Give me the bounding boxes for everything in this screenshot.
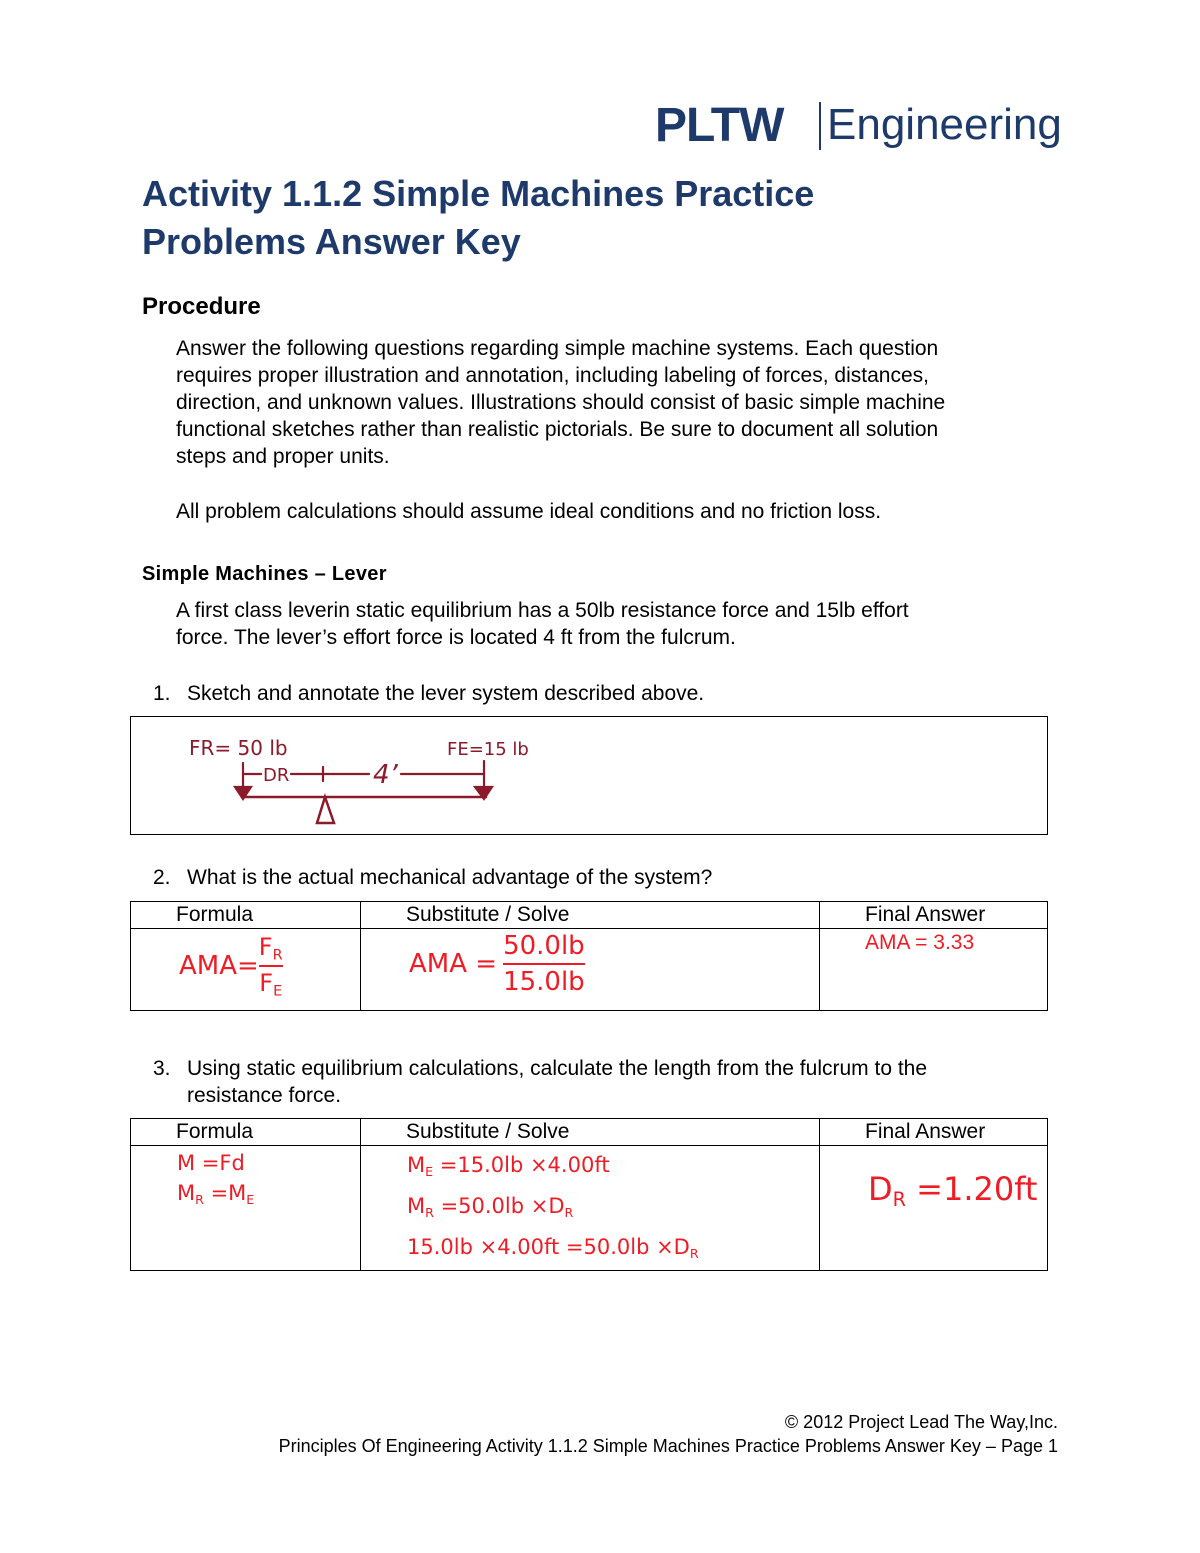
ama-formula <box>131 929 360 1000</box>
solve-cell <box>361 1146 820 1271</box>
logo-divider <box>819 102 821 150</box>
lever-sketch <box>131 717 1047 834</box>
fe-label: FE=15 lb <box>447 739 529 760</box>
ama-solve <box>361 929 819 997</box>
moment-solve <box>361 1146 819 1270</box>
procedure-line: functional sketches rather than realistic pictorials. Be sure to document all solution <box>176 418 939 441</box>
dr-label: DR <box>263 765 290 786</box>
header-solve: Substitute / Solve <box>361 902 820 929</box>
header-final: Final Answer <box>820 902 1048 929</box>
procedure-paragraph-2: All problem calculations should assume ideal conditions and no friction loss. <box>176 500 882 523</box>
formula-cell <box>131 1146 361 1271</box>
procedure-line: steps and proper units. <box>176 445 390 468</box>
procedure-line: Answer the following questions regarding simple machine systems. Each question <box>176 337 939 360</box>
distance-label: 4’ <box>373 760 398 790</box>
distance-table <box>130 1118 1048 1271</box>
fraction-denominator: F <box>259 969 274 998</box>
final-answer: $D_R =1.20ft$ <box>868 1170 1038 1211</box>
formula-cell <box>131 929 361 1011</box>
solve-denominator: 15.0lb <box>503 967 585 997</box>
solve-line: $M_R =50.0lb \times D_R$ <box>407 1193 574 1220</box>
question-text-line: Using static equilibrium calculations, calculate the length from the fulcrum to the <box>187 1057 928 1080</box>
pltw-logo <box>655 98 1062 154</box>
header-solve: Substitute / Solve <box>361 1119 820 1146</box>
lever-heading: Simple Machines – Lever <box>142 563 387 585</box>
solve-line: $15.0lb \times 4.00ft =50.0lb \times D_R$ <box>407 1234 699 1261</box>
numerator-subscript: R <box>272 947 283 964</box>
question-2 <box>153 864 1053 892</box>
formula-line: M =Fd <box>177 1151 245 1175</box>
final-answer: AMA = 3.33 <box>865 931 975 954</box>
logo-division: Engineering <box>827 100 1062 149</box>
moment-formula <box>131 1146 360 1215</box>
question-number: 1. <box>153 682 171 705</box>
denominator-subscript: E <box>273 983 283 1000</box>
question-number: 3. <box>153 1057 171 1080</box>
header-final: Final Answer <box>820 1119 1048 1146</box>
fr-label: FR= 50 lb <box>189 736 288 760</box>
lever-intro-line: A first class leverin static equilibrium has a 50lb resistance force and 15lb effort <box>176 599 909 622</box>
question-text-line: resistance force. <box>187 1084 342 1107</box>
question-3 <box>153 1055 1053 1111</box>
formula-lhs: AMA= <box>179 951 259 982</box>
solve-cell <box>361 929 820 1011</box>
question-number: 2. <box>153 866 171 889</box>
question-text: Sketch and annotate the lever system described above. <box>187 682 705 705</box>
fraction-bar <box>259 965 283 967</box>
fraction-bar <box>503 963 585 965</box>
procedure-line: requires proper illustration and annotation, including labeling of forces, distances, <box>176 364 929 387</box>
solve-numerator: 50.0lb <box>503 931 585 961</box>
fraction-numerator: F <box>258 933 273 961</box>
solve-lhs: AMA = <box>409 949 498 979</box>
lever-intro-line: force. The lever’s effort force is located 4 ft from the fulcrum. <box>176 626 736 649</box>
sketch-box <box>130 716 1048 835</box>
procedure-paragraph-1 <box>176 335 1056 470</box>
header-formula: Formula <box>131 902 361 929</box>
footer-copyright: © 2012 Project Lead The Way,Inc. <box>784 1412 1058 1432</box>
solve-line: $M_E =15.0lb \times 4.00ft$ <box>407 1153 610 1179</box>
title-line-2: Problems Answer Key <box>142 221 521 262</box>
logo-brand: PLTW <box>655 99 784 152</box>
formula-line: $M_R =M_E$ <box>177 1181 255 1207</box>
question-1 <box>153 680 1053 708</box>
ama-table <box>130 901 1048 1011</box>
footer-page-line: Principles Of Engineering Activity 1.1.2 Simple Machines Practice Problems Answer Key – Page 1 <box>278 1436 1058 1456</box>
page-title <box>142 170 1042 266</box>
fulcrum-triangle <box>317 797 334 823</box>
formula-fraction <box>259 933 283 1000</box>
question-text: What is the actual mechanical advantage of the system? <box>187 866 713 889</box>
procedure-heading: Procedure <box>142 293 261 320</box>
header-formula: Formula <box>131 1119 361 1146</box>
question-text <box>187 1055 1027 1109</box>
solve-fraction <box>503 931 585 997</box>
procedure-line: direction, and unknown values. Illustrations should consist of basic simple machine <box>176 391 946 414</box>
title-line-1: Activity 1.1.2 Simple Machines Practice <box>142 173 815 214</box>
final-cell <box>820 1146 1048 1271</box>
lever-intro <box>176 597 1056 651</box>
final-cell <box>820 929 1048 1011</box>
